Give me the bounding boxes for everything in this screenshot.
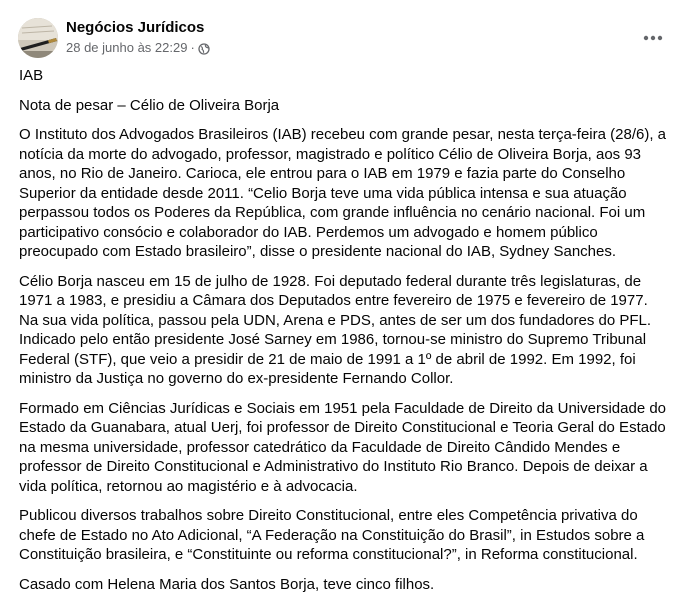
meta-separator: · — [190, 40, 195, 55]
pen-on-paper-icon — [18, 18, 58, 58]
post-paragraph-5: Formado em Ciências Jurídicas e Sociais em 1951 pela Faculdade de Direito da Universidade do Estado da Guanabara, atual Uerj, foi professor de Direito Constitucional e Teoria Geral do Estado na mesma universidade, professor catedrático da Faculdade de Direito Cândido Mendes e professor de Direito Constitucional e Administrativo do Instituto Rio Branco. Depois de deixar a vida política, retornou ao magistério e à advocacia. — [19, 399, 667, 495]
post-paragraph-4: Célio Borja nasceu em 15 de julho de 1928. Foi deputado federal durante três legislaturas, de 1971 a 1983, e presidiu a Câmara dos Deputados entre fevereiro de 1975 e fevereiro de 1977. Na sua vida política, passou pela UDN, Arena e PDS, antes de ser um dos fundadores do PFL. Indicado pelo então presidente José Sarney em 1986, tornou-se ministro do Supremo Tribunal Federal (STF), que veio a presidir de 21 de maio de 1991 a 1º de abril de 1992. Em 1992, foi ministro da Justiça no governo do ex-presidente Fernando Collor. — [19, 272, 652, 387]
post-paragraph-7: Casado com Helena Maria dos Santos Borja, teve cinco filhos. — [19, 575, 435, 593]
post-timestamp[interactable]: 28 de junho às 22:29 — [66, 40, 188, 55]
more-options-icon — [643, 35, 663, 41]
post-paragraph-6: Publicou diversos trabalhos sobre Direito Constitucional, entre eles Competência privativa do chefe de Estado no Ato Adicional, “A Federação na Constituição do Brasil”, in Estudos sobre a Constituição brasileira, e “Constituinte ou reforma constitucional?”, in Reforma constitucional. — [19, 507, 645, 563]
post-header — [18, 18, 669, 58]
more-options-button[interactable] — [637, 22, 669, 54]
post-paragraph-2: Nota de pesar – Célio de Oliveira Borja — [19, 96, 280, 114]
post-paragraph-3: O Instituto dos Advogados Brasileiros (IAB) recebeu com grande pesar, nesta terça-feira (28/6), a notícia da morte do advogado, professor, magistrado e político Célio de Oliveira Borja, aos 93 anos, no Rio de Janeiro. Carioca, ele entrou para o IAB em 1979 e fazia parte do Conselho Superior da entidade desde 2011. “Celio Borja teve uma vida pública intensa e sua atuação perpassou todos os Poderes da República, com grande influência no cenário nacional. Foi um participativo consócio e colaborador do IAB. Perdemos um advogado e homem público preocupado com Estado brasileiro”, disse o presidente nacional do IAB, Sydney Sanches. — [19, 126, 666, 260]
post-meta — [66, 40, 210, 56]
page-name-link[interactable]: Negócios Jurídicos — [66, 19, 205, 36]
globe-icon[interactable] — [198, 42, 210, 54]
post-body — [19, 66, 669, 604]
page-avatar[interactable] — [18, 18, 58, 58]
post-paragraph-1: IAB — [19, 67, 44, 84]
